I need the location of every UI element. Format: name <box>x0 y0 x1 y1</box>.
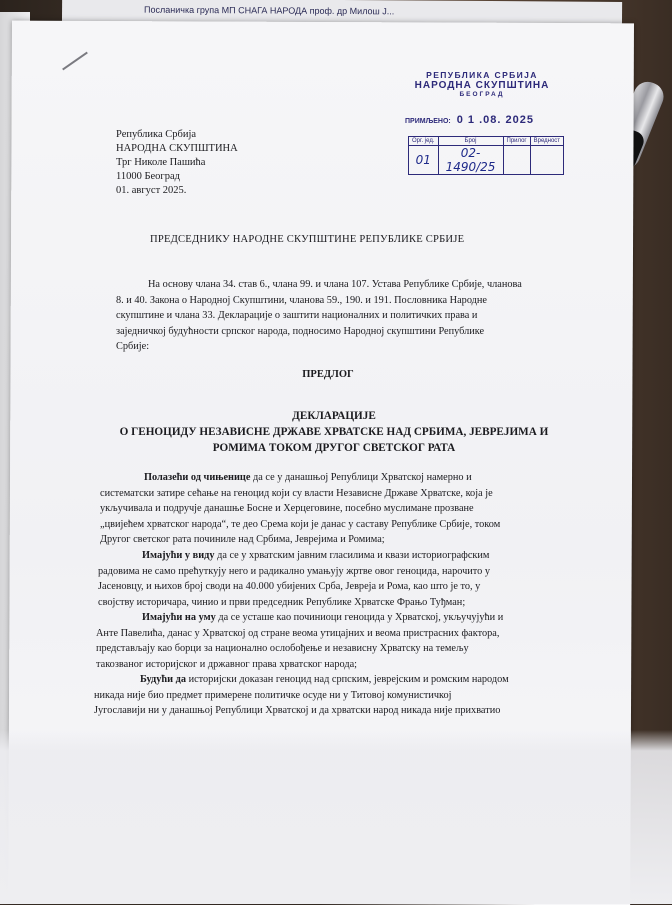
clause-line: Другог светског рата починиле над Србима, Јеврејима и Ромима; <box>100 534 385 545</box>
clause-text: да се у данашњој Републици Хрватској намерно и <box>250 472 472 483</box>
registry-header-row <box>409 137 564 146</box>
registry-header-cell: Вредност <box>530 137 563 146</box>
registry-header-cell: Број <box>438 137 503 146</box>
clause-line: радовима не само прећуткују него и радикално умањују жртве овог геноцида, нарочито у <box>98 565 491 577</box>
clause-line: такозваног историјског и државног права хрватског народа; <box>96 658 358 670</box>
clause-first-line <box>100 470 570 486</box>
registry-value-cell: 02-1490/25 <box>438 146 503 175</box>
addressee-line: ПРЕДСЕДНИКУ НАРОДНЕ СКУПШТИНЕ РЕПУБЛИКЕ СРБИЈЕ <box>150 234 465 245</box>
registry-value-cell: 01 <box>409 146 439 175</box>
clause-line: укључивала и подручје данашње Босне и Херцеговине, посебно муслимане прозване <box>100 503 474 514</box>
clause-line: својству историчара, чинио и први председник Републике Хрватске Фрањо Туђман; <box>98 596 466 608</box>
received-stamp <box>405 110 534 128</box>
intro-line: заједничкој будућности српског народа, подносимо Народној скупштини Републике <box>116 325 485 337</box>
clause-4 <box>94 672 576 719</box>
declaration-title-line: О ГЕНОЦИДУ НЕЗАВИСНЕ ДРЖАВЕ ХРВАТСКЕ НАД СРБИМА, ЈЕВРЕЈИМА И <box>119 426 549 438</box>
clause-line: никада није био предмет примерене политичке осуде ни у Титовој комунистичкој <box>94 689 452 701</box>
received-date: 0 1 .08. 2025 <box>456 114 534 126</box>
stamp-line-3: БЕОГРАД <box>459 91 505 98</box>
registry-value-cell <box>530 146 563 175</box>
clause-1 <box>100 470 570 548</box>
clause-text: историјски доказан геноцид над српским, јеврејским и ромским народом <box>186 674 509 685</box>
registry-value-row <box>409 146 564 175</box>
clause-line: представљају као борци за национално ослобођење и независну Хрватску на темељу <box>96 643 469 654</box>
sender-address <box>116 128 238 198</box>
intro-paragraph <box>116 277 548 355</box>
declaration-title <box>0 408 670 456</box>
intro-line: На основу члана 34. став 6., члана 99. и члана 107. Устава Републике Србије, чланова <box>148 279 522 290</box>
intro-line: скупштине и члана 33. Декларације о заштити националних и политичких права и <box>116 310 478 321</box>
clause-first-line <box>94 672 576 688</box>
page-lower-area <box>0 730 672 904</box>
proposal-title: ПРЕДЛОГ <box>302 369 354 380</box>
clause-lead: Имајући на уму <box>142 612 216 623</box>
registry-table <box>408 136 564 175</box>
declaration-title-line: ДЕКЛАРАЦИЈЕ <box>292 410 376 422</box>
clause-line: „цвијећем хрватског народа“, те део Срема који је данас у саставу Републике Србије, током <box>100 518 501 530</box>
sender-line: 01. август 2025. <box>116 185 187 196</box>
sender-line: Република Србија <box>116 129 197 140</box>
sender-line: Трг Николе Пашића <box>116 157 206 168</box>
clause-line: Јасеновцу, и њихов број своди на 40.000 убијених Срба, Јевреја и Рома, као што је то, у <box>98 581 481 592</box>
clause-line: Анте Павелића, данас у Хрватској од стране веома утицајних и веома пристрасних фактора, <box>96 627 500 639</box>
intro-line: Србије: <box>116 341 150 352</box>
registry-value-cell <box>503 146 530 175</box>
sender-line: НАРОДНА СКУПШТИНА <box>116 143 238 154</box>
clause-lead: Имајући у виду <box>142 550 215 561</box>
clause-first-line <box>98 548 572 564</box>
declaration-title-line: РОМИМА ТОКОМ ДРУГОГ СВЕТСКОГ РАТА <box>212 442 456 454</box>
clause-lead: Полазећи од чињенице <box>144 472 251 483</box>
clause-text: да се у хрватским јавним гласилима и квази историографским <box>214 550 490 561</box>
sender-line: 11000 Београд <box>116 171 180 182</box>
registry-header-cell: Прилог <box>503 137 530 146</box>
stamp-line-2: НАРОДНА СКУПШТИНА <box>414 80 550 91</box>
received-label: ПРИМЉЕНО: <box>405 118 451 125</box>
clause-line: Југославији ни у данашњој Републици Хрватској и да хрватски народ никада није прихватио <box>94 705 501 716</box>
clause-text: да се усташе као починиоци геноцида у Хрватској, укључујући и <box>215 612 504 623</box>
clause-line: систематски затире сећање на геноцид који су власти Независне Државе Хрватске, која је <box>100 487 493 499</box>
registry-header-cell: Орг. јед. <box>409 137 439 146</box>
intro-line: 8. и 40. Закона о Народној Скупштини, чланова 59., 190. и 191. Пословника Народне <box>116 294 487 306</box>
clause-first-line <box>96 610 574 626</box>
parliament-stamp <box>412 70 552 98</box>
stamp-line-1: РЕПУБЛИКА СРБИЈА <box>426 70 538 80</box>
background-sheet-header: Посланичка група МП СНАГА НАРОДА проф. др Милош Ј... <box>144 4 395 17</box>
clause-lead: Будући да <box>140 674 186 685</box>
clause-3 <box>96 610 574 672</box>
clause-2 <box>98 548 572 610</box>
